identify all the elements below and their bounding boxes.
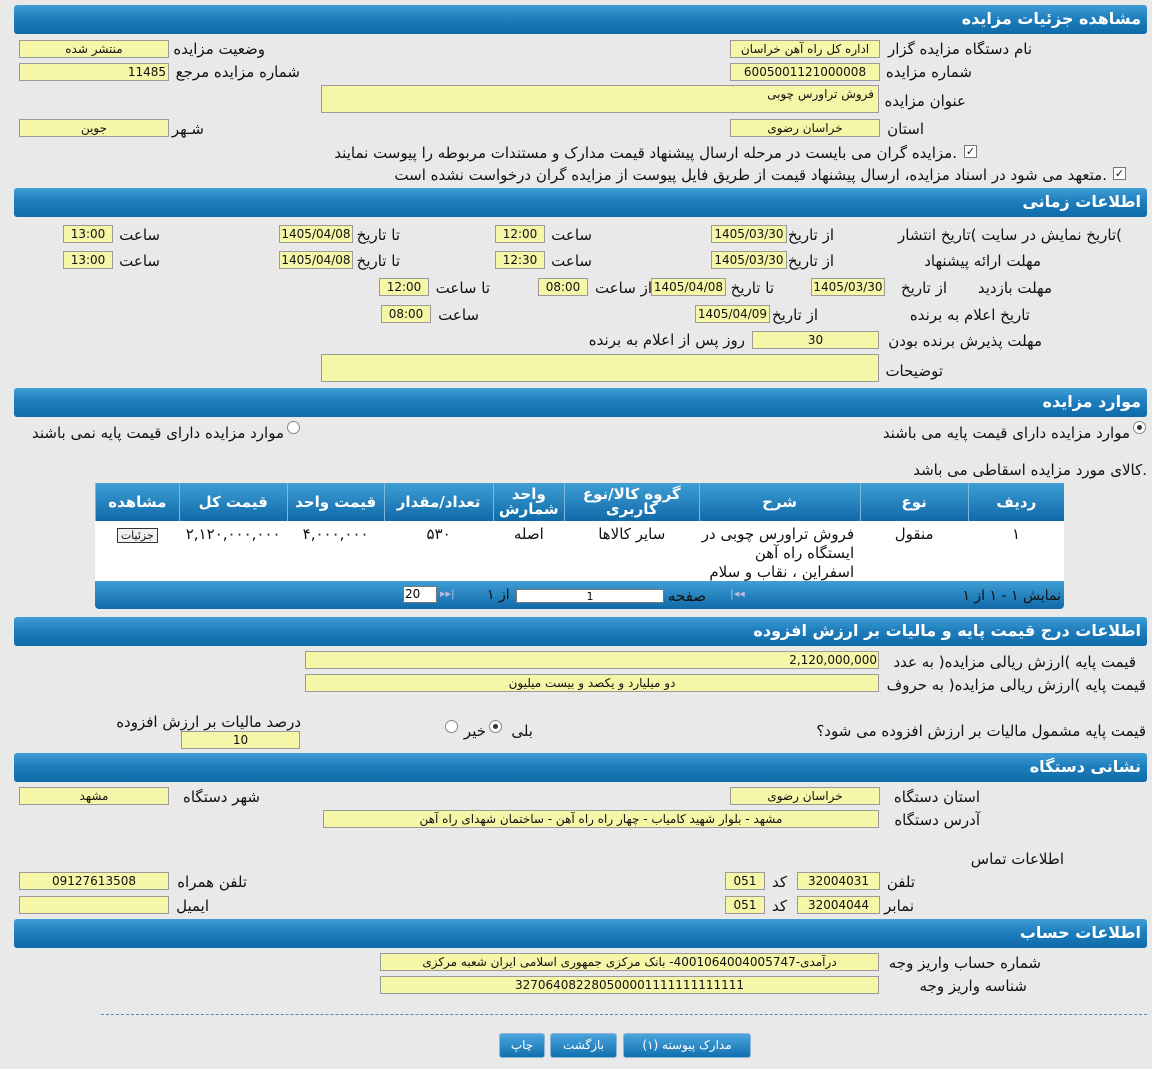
cell-desc: فروش تراورس چوبی در ایستگاه راه آهن اسفراین ، نقاب و سلام (701, 525, 855, 581)
city-label: شـهر (171, 120, 204, 138)
back-button[interactable]: بازگشت (550, 1033, 617, 1058)
visit-to-date: 1405/04/08 (651, 278, 726, 296)
province-field: خراسان رضوی (730, 119, 880, 137)
org-address-label: آدرس دستگاه (894, 811, 980, 829)
offer-to-time: 13:00 (63, 251, 113, 269)
org-field: اداره کل راه آهن خراسان (730, 40, 880, 58)
account-number-field: درآمدی-4001064004005747- بانک مرکزی جمهوری اسلامی ایران شعبه مرکزی (380, 953, 879, 971)
city-field: جوین (19, 119, 169, 137)
base-price-words-field: دو میلیارد و یکصد و بیست میلیون (305, 674, 879, 692)
col-group: گروه کالا/نوع کاربری (564, 483, 699, 521)
no-base-price-label: موارد مزایده دارای قیمت پایه نمی باشند (32, 424, 284, 442)
attached-docs-button[interactable]: مدارک پیوسته (۱) (623, 1033, 751, 1058)
vat-yes-label: بلی (511, 722, 533, 740)
vat-no-label: خیر (463, 722, 486, 740)
time-label: ساعت (119, 252, 160, 270)
no-file-request-text: متعهد می شود در اسناد مزایده، ارسال پیشنهاد قیمت از طریق فایل پیوست از مزایده گران درخواست نشده است. (394, 166, 1107, 184)
phone-code-field: 051 (725, 872, 765, 890)
vat-percent-label: درصد مالیات بر ارزش افزوده (116, 713, 301, 731)
org-province-label: استان دستگاه (893, 788, 980, 806)
cell-type: منقول (894, 525, 934, 543)
has-base-price-label: موارد مزایده دارای قیمت پایه می باشند (882, 424, 1130, 442)
display-from-date: 1405/03/30 (711, 225, 787, 243)
visit-from-label: از تاریخ (900, 279, 947, 297)
section-header-address (14, 753, 1147, 782)
section-header-timing (14, 188, 1147, 217)
email-label: ایمیل (176, 897, 209, 915)
display-date-label: تاریخ نمایش در سایت )تاریخ انتشار( (898, 226, 1122, 244)
section-title: نشانی دستگاه (1029, 757, 1141, 776)
offer-deadline-label: مهلت ارائه پیشنهاد (924, 252, 1041, 270)
visit-to-time: 12:00 (379, 278, 429, 296)
print-button[interactable]: چاپ (499, 1033, 545, 1058)
col-unit-price: قیمت واحد (287, 483, 384, 521)
no-file-request-checkbox[interactable]: ✓ (1114, 167, 1125, 180)
contact-info-label: اطلاعات تماس (970, 850, 1064, 868)
section-title: اطلاعات زمانی (1022, 192, 1141, 211)
fax-code-field: 051 (725, 896, 765, 914)
org-province-field: خراسان رضوی (730, 787, 880, 805)
time-label: ساعت (551, 226, 592, 244)
section-header-price (14, 617, 1147, 646)
col-unit: واحد شمارش (493, 483, 564, 521)
page-of: از ۱ (487, 587, 510, 603)
display-to-time: 13:00 (63, 225, 113, 243)
section-title: موارد مزایده (1042, 392, 1141, 411)
auction-number-label: شماره مزایده (885, 63, 972, 81)
visit-deadline-label: مهلت بازدید (977, 279, 1052, 297)
offer-from-date: 1405/03/30 (711, 251, 787, 269)
org-label: نام دستگاه مزایده گزار (887, 40, 1032, 58)
items-table (95, 483, 1064, 582)
pager-showing: نمایش ۱ - ۱ از ۱ (962, 588, 1061, 604)
col-qty: تعداد/مقدار (384, 483, 493, 521)
section-title: اطلاعات حساب (1019, 923, 1141, 942)
col-index: ردیف (968, 483, 1064, 521)
account-number-label: شماره حساب واریز وجه (888, 954, 1041, 972)
time-label: ساعت (551, 252, 592, 270)
cell-index: ۱ (1012, 525, 1021, 543)
vat-no-radio[interactable] (445, 720, 458, 733)
section-header-items (14, 388, 1147, 417)
base-price-words-label: قیمت پایه )ارزش ریالی مزایده( به حروف (886, 676, 1146, 694)
col-view: مشاهده (96, 483, 180, 521)
last-page-icon[interactable]: ▸▸| (440, 587, 455, 600)
accept-days-suffix: روز پس از اعلام به برنده (588, 331, 745, 349)
attach-docs-text: مزایده گران می بایست در مرحله ارسال پیشنهاد قیمت مدارک و مستندات مربوطه را پیوست نمایند. (334, 144, 957, 162)
base-price-number-label: قیمت پایه )ارزش ریالی مزایده( به عدد (893, 653, 1136, 671)
mobile-field: 09127613508 (19, 872, 169, 890)
org-address-field: مشهد - بلوار شهید کامیاب - چهار راه راه آهن - ساختمان شهدای راه آهن (323, 810, 879, 828)
status-label: وضعیت مزایده (173, 40, 265, 58)
winner-from-date: 1405/04/09 (695, 305, 770, 323)
base-price-number-field: 2,120,000,000 (305, 651, 879, 669)
title-label: عنوان مزایده (884, 92, 966, 110)
has-base-price-radio[interactable] (1133, 421, 1146, 434)
col-desc: شرح (699, 483, 860, 521)
display-to-date: 1405/04/08 (279, 225, 353, 243)
page-label: صفحه (668, 587, 707, 605)
section-title: اطلاعات درج قیمت پایه و مالیات بر ارزش افزوده (753, 621, 1141, 640)
mobile-label: تلفن همراه (177, 873, 247, 891)
province-label: استان (887, 120, 924, 138)
table-row (96, 521, 1065, 582)
description-field (321, 354, 879, 382)
from-date-label: از تاریخ (787, 252, 834, 270)
section-title: مشاهده جزئیات مزایده (961, 9, 1141, 28)
page-input[interactable]: 1 (516, 589, 664, 603)
time-label: ساعت (119, 226, 160, 244)
first-page-icon[interactable]: |◂◂ (730, 587, 745, 600)
status-field: منتشر شده (19, 40, 169, 58)
to-date-label: تا تاریخ (356, 226, 400, 244)
display-from-time: 12:00 (495, 225, 545, 243)
visit-from-time-label: از ساعت (595, 279, 652, 297)
org-city-field: مشهد (19, 787, 169, 805)
fax-label: نمابر (884, 897, 914, 915)
ref-number-field: 11485 (19, 63, 169, 81)
auction-number-field: 6005001121000008 (730, 63, 880, 81)
time-label: ساعت (438, 306, 479, 324)
cell-unit: اصله (513, 525, 544, 543)
cell-group: سایر کالاها (598, 525, 666, 543)
page-size-select[interactable]: 20 (403, 586, 437, 603)
phone-code-label: کد (771, 873, 787, 891)
cell-qty: ۵۳۰ (426, 525, 451, 543)
winner-announce-label: تاریخ اعلام به برنده (909, 306, 1030, 324)
from-date-label: از تاریخ (771, 306, 818, 324)
section-header-account (14, 919, 1147, 948)
from-date-label: از تاریخ (787, 226, 834, 244)
winner-time: 08:00 (381, 305, 431, 323)
fax-code-label: کد (771, 897, 787, 915)
col-type: نوع (860, 483, 968, 521)
col-total: قیمت کل (179, 483, 287, 521)
email-field (19, 896, 169, 914)
accept-days-field: 30 (752, 331, 879, 349)
fax-field: 32004044 (797, 896, 880, 914)
vat-question-label: قیمت پایه مشمول مالیات بر ارزش افزوده می شود؟ (816, 722, 1146, 740)
offer-from-time: 12:30 (495, 251, 545, 269)
visit-from-date: 1405/03/30 (811, 278, 885, 296)
org-city-label: شهر دستگاه (182, 788, 260, 806)
visit-from-time: 08:00 (538, 278, 588, 296)
visit-to-label: تا تاریخ (730, 279, 774, 297)
scrap-note: کالای مورد مزایده اسقاطی می باشد. (913, 461, 1147, 479)
divider (101, 1014, 1147, 1015)
cell-total: ۲,۱۲۰,۰۰۰,۰۰۰ (185, 525, 281, 543)
phone-field: 32004031 (797, 872, 880, 890)
details-button[interactable]: جزئیات (117, 528, 158, 543)
table-header-row (96, 483, 1065, 521)
payment-id-field: 327064082280500001111111111111 (380, 976, 879, 994)
section-header-details (14, 5, 1147, 34)
description-label: توضیحات (885, 362, 943, 380)
visit-to-time-label: تا ساعت (435, 279, 490, 297)
accept-deadline-label: مهلت پذیرش برنده بودن (888, 332, 1042, 350)
phone-label: تلفن (886, 873, 915, 891)
cell-view (96, 521, 180, 582)
payment-id-label: شناسه واریز وجه (919, 977, 1027, 995)
to-date-label: تا تاریخ (356, 252, 400, 270)
title-field: فروش تراورس چوبی (321, 85, 879, 113)
vat-yes-radio[interactable] (489, 720, 502, 733)
ref-number-label: شماره مزایده مرجع (175, 63, 300, 81)
no-base-price-radio[interactable] (287, 421, 300, 434)
vat-percent-field: 10 (181, 731, 300, 749)
offer-to-date: 1405/04/08 (279, 251, 353, 269)
table-pager (95, 581, 1064, 609)
attach-docs-checkbox[interactable]: ✓ (965, 145, 976, 158)
cell-unit-price: ۴,۰۰۰,۰۰۰ (302, 525, 369, 543)
